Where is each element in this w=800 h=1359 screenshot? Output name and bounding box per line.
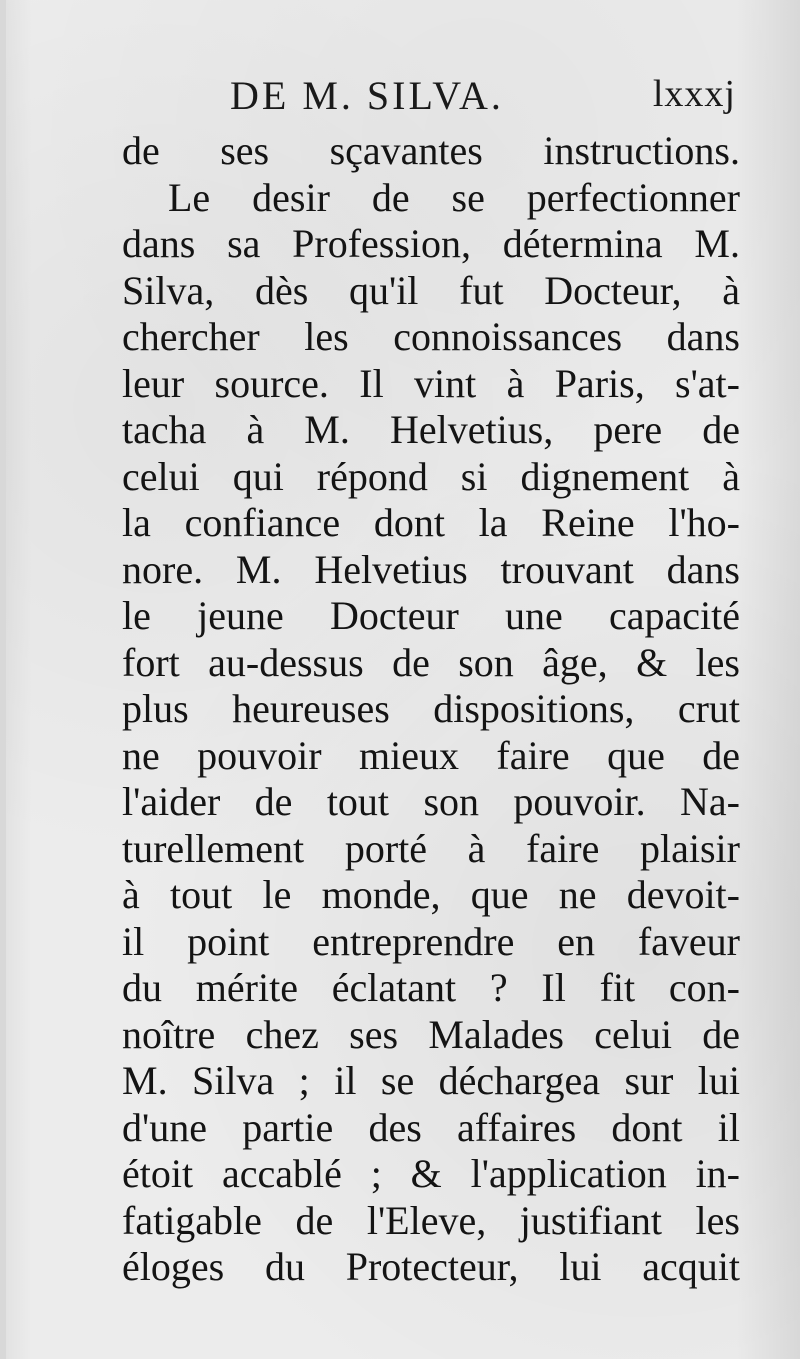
text-line: celui qui répond si dignement à <box>122 453 740 499</box>
text-line: Silva, dès qu'il fut Docteur, à <box>122 267 740 313</box>
running-head: DE M. SILVA. <box>230 73 504 118</box>
page-number: lxxxj <box>652 73 736 115</box>
text-line: nore. M. Helvetius trouvant dans <box>122 546 740 592</box>
text-line: à tout le monde, que ne devoit- <box>122 872 740 917</box>
text-line: plus heureuses dispositions, crut <box>122 686 740 731</box>
text-line: turellement porté à faire plaisir <box>122 825 740 871</box>
text-line: fort au-dessus de son âge, & les <box>122 639 740 685</box>
text-line: la confiance dont la Reine l'ho- <box>122 500 740 545</box>
text-line: tacha à M. Helvetius, pere de <box>122 407 740 452</box>
text-line: le jeune Docteur une capacité <box>122 593 740 638</box>
text-line: dans sa Profession, détermina M. <box>122 221 740 266</box>
text-line: éloges du Protecteur, lui acquit <box>122 1244 740 1289</box>
page-edge <box>0 0 6 1359</box>
text-line: de ses sçavantes instructions. <box>122 128 740 173</box>
text-line: chercher les connoissances dans <box>122 314 740 359</box>
text-line: M. Silva ; il se déchargea sur lui <box>122 1058 740 1103</box>
page-header <box>230 72 750 132</box>
text-line: Le desir de se perfectionner <box>168 174 740 220</box>
text-line: d'une partie des affaires dont il <box>122 1104 740 1150</box>
text-line: étoit accablé ; & l'application in- <box>122 1151 740 1196</box>
text-line: ne pouvoir mieux faire que de <box>122 732 740 778</box>
text-line: leur source. Il vint à Paris, s'at- <box>122 360 740 406</box>
text-line: fatigable de l'Eleve, justifiant les <box>122 1197 740 1243</box>
text-line: l'aider de tout son pouvoir. Na- <box>122 779 740 824</box>
text-line: noître chez ses Malades celui de <box>122 1011 740 1057</box>
text-line: du mérite éclatant ? Il fit con- <box>122 965 740 1010</box>
body-text <box>122 128 740 1291</box>
text-line: il point entreprendre en faveur <box>122 918 740 964</box>
